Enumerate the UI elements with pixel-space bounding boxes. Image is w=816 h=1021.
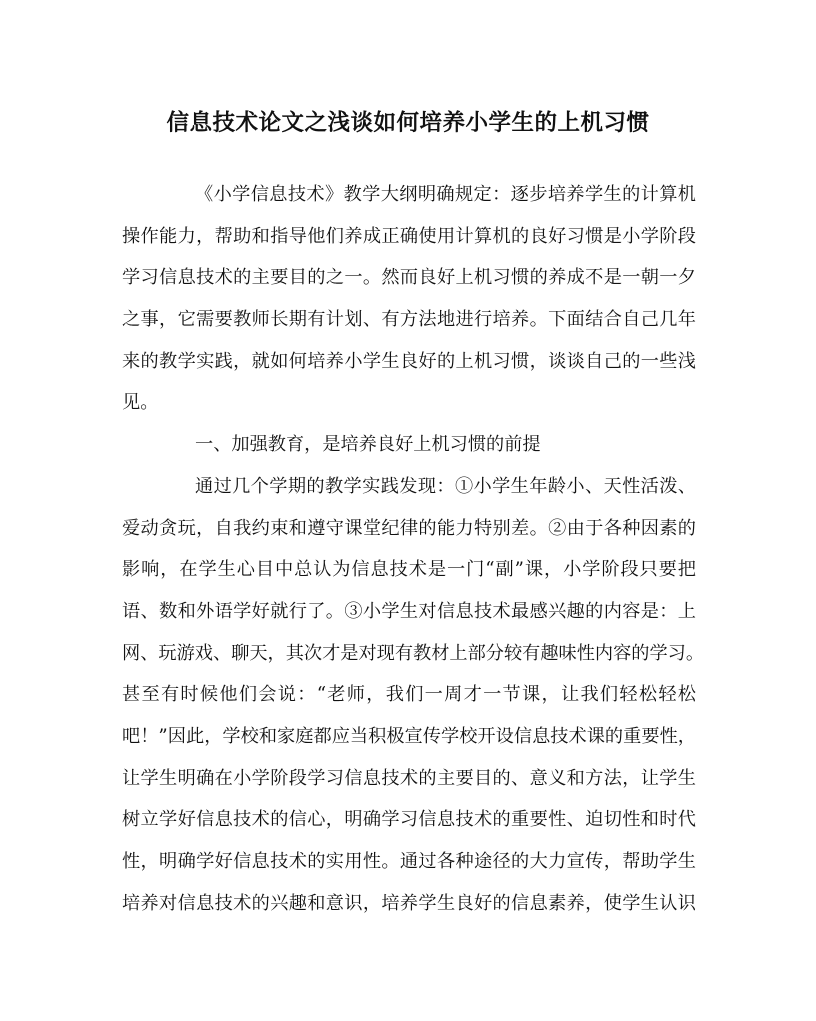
text-line: 见。: [122, 392, 159, 414]
text-line: 来的教学实践，就如何培养小学生良好的上机习惯，谈谈自己的一些浅: [122, 350, 696, 372]
text-line: 甚至有时候他们会说：“老师，我们一周才一节课，让我们轻松轻松: [122, 684, 696, 706]
text-line: 影响，在学生心目中总认为信息技术是一门“副”课，小学阶段只要把: [122, 559, 696, 581]
section-heading: 一、加强教育，是培养良好上机习惯的前提: [195, 434, 541, 456]
text-line: 《小学信息技术》教学大纲明确规定：逐步培养学生的计算机: [195, 184, 696, 205]
document-body: [122, 174, 705, 924]
text-line: 树立学好信息技术的信心，明确学习信息技术的重要性、迫切性和时代: [122, 809, 696, 831]
text-line: 爱动贪玩，自我约束和遵守课堂纪律的能力特别差。②由于各种因素的: [122, 517, 696, 539]
paragraph-intro: [122, 174, 696, 424]
text-line: 语、数和外语学好就行了。③小学生对信息技术最感兴趣的内容是：上: [122, 600, 696, 622]
text-line: 操作能力，帮助和指导他们养成正确使用计算机的良好习惯是小学阶段: [122, 225, 696, 247]
text-line: 通过几个学期的教学实践发现：①小学生年龄小、天性活泼、: [195, 475, 696, 497]
text-line: 性，明确学好信息技术的实用性。通过各种途径的大力宣传，帮助学生: [122, 851, 696, 872]
page-title: 信息技术论文之浅谈如何培养小学生的上机习惯: [166, 110, 650, 136]
text-line: 之事，它需要教师长期有计划、有方法地进行培养。下面结合自己几年: [122, 309, 696, 331]
text-line: 学习信息技术的主要目的之一。然而良好上机习惯的养成不是一朝一夕: [122, 267, 696, 289]
text-line: 吧！”因此，学校和家庭都应当积极宣传学校开设信息技术课的重要性，: [122, 725, 696, 747]
text-line: 让学生明确在小学阶段学习信息技术的主要目的、意义和方法，让学生: [122, 767, 696, 789]
text-line: 网、玩游戏、聊天，其次才是对现有教材上部分较有趣味性内容的学习。: [122, 642, 705, 664]
text-line: 培养对信息技术的兴趣和意识，培养学生良好的信息素养，使学生认识: [122, 892, 696, 914]
paragraph-section1: [122, 466, 705, 925]
